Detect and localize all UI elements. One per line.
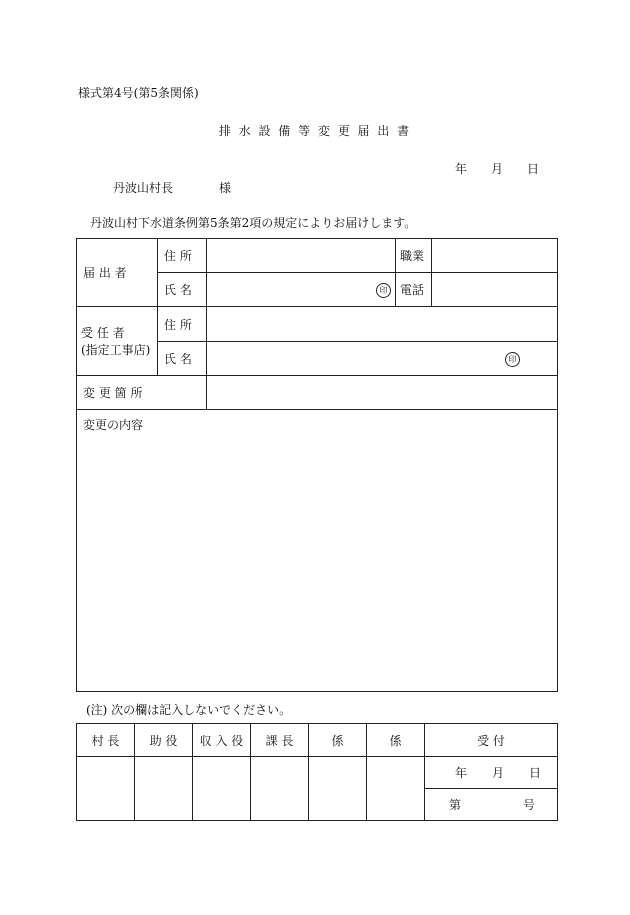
office-treasurer-label: 収 入 役 [193,724,251,757]
form-number: 様式第4号(第5条関係) [78,86,199,100]
office-deputy-label: 助 役 [135,724,193,757]
addressee-honorific: 様 [219,181,232,195]
note-text: (注) 次の欄は記入しないでください。 [86,703,292,717]
office-staff-stamp-2 [367,757,425,821]
office-section-chief-label: 課 長 [251,724,309,757]
applicant-occupation-label: 職業 [396,239,432,273]
office-treasurer-stamp [193,757,251,821]
contractor-address-field[interactable] [207,307,558,342]
main-form-table [76,238,558,692]
office-staff-label-1: 係 [309,724,367,757]
office-receipt-label: 受 付 [425,724,558,757]
office-receipt-date-cell [425,757,558,789]
receipt-date-year: 年 [455,766,468,780]
contractor-label-cell [77,307,158,376]
office-use-table [76,723,558,821]
receipt-number-prefix: 第 [449,798,462,812]
change-location-label-cell [77,376,207,410]
change-content-label: 変更の内容 [83,418,144,432]
date-year: 年 [455,162,468,176]
applicant-seal-mark: 印 [376,283,391,298]
change-location-label: 変 更 箇 所 [83,386,143,400]
addressee-name: 丹波山村長 [113,181,174,195]
office-staff-stamp-1 [309,757,367,821]
receipt-date-month: 月 [491,766,504,780]
date-month: 月 [491,162,504,176]
applicant-phone-label: 電話 [396,273,432,307]
contractor-name-field[interactable] [207,342,558,376]
office-staff-label-2: 係 [367,724,425,757]
office-village-head-stamp [77,757,135,821]
office-village-head-label: 村 長 [77,724,135,757]
applicant-phone-field[interactable] [432,273,558,307]
office-section-chief-stamp [251,757,309,821]
applicant-occupation-field[interactable] [432,239,558,273]
contractor-address-label: 住 所 [158,307,207,342]
change-content-field[interactable] [77,410,558,692]
document-title: 排 水 設 備 等 変 更 届 出 書 [218,124,412,138]
receipt-date-day: 日 [528,766,541,780]
date-day: 日 [527,162,540,176]
receipt-number-suffix: 号 [522,798,535,812]
contractor-label: 受 任 者 [81,326,125,340]
contractor-sublabel: (指定工事店) [81,343,151,357]
applicant-label-cell [77,239,158,307]
applicant-name-label: 氏 名 [158,273,207,307]
change-location-field[interactable] [207,376,558,410]
applicant-address-label: 住 所 [158,239,207,273]
office-receipt-number-cell [425,789,558,821]
contractor-seal-mark: 印 [505,352,520,367]
office-deputy-stamp [135,757,193,821]
applicant-address-field[interactable] [207,239,396,273]
intro-text: 丹波山村下水道条例第5条第2項の規定によりお届けします。 [90,216,417,230]
contractor-name-label: 氏 名 [158,342,207,376]
applicant-name-field[interactable] [207,273,396,307]
applicant-label: 届 出 者 [83,266,127,280]
